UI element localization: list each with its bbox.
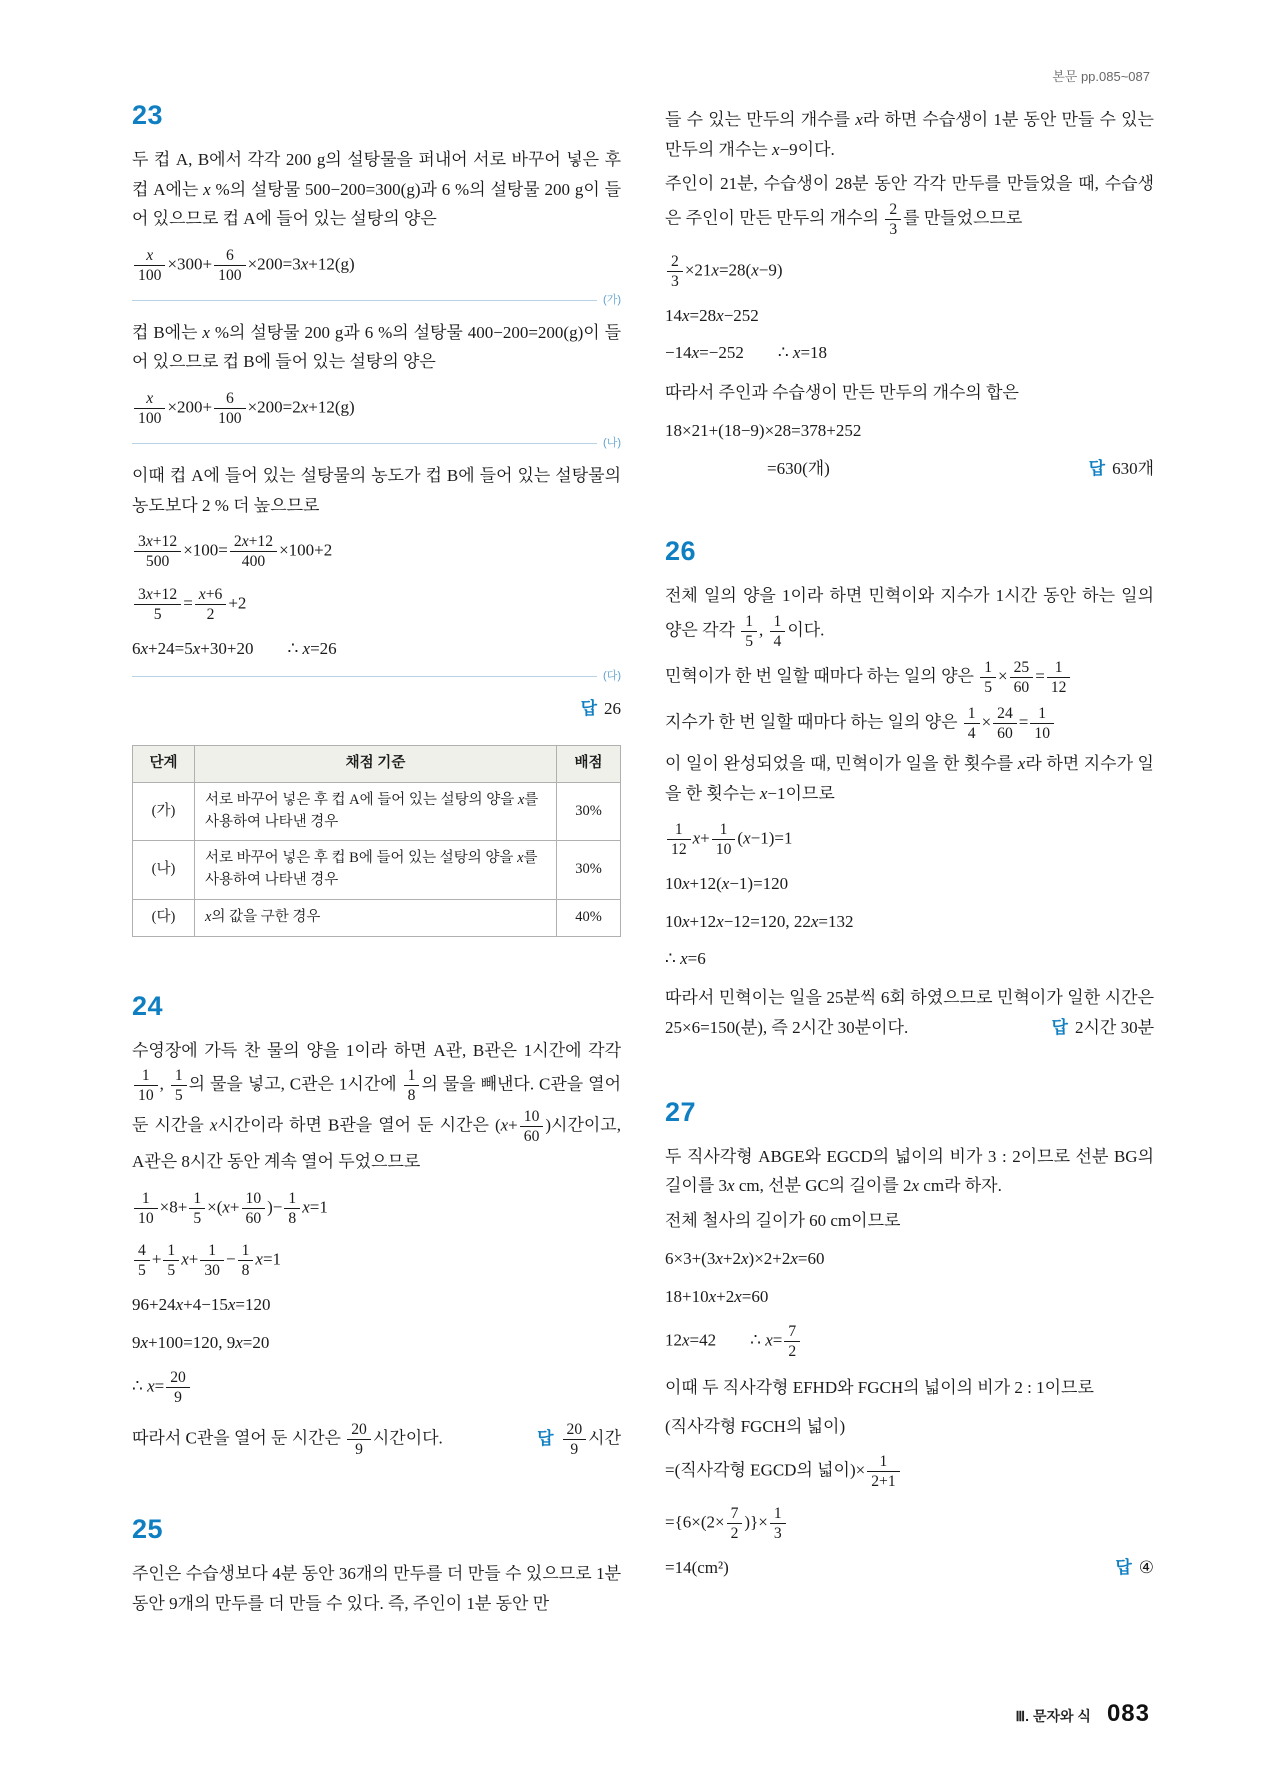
math-expression: −14x=−252 ∴ x=18 xyxy=(665,343,828,363)
fraction: $\frac{3x+12}{500}$ xyxy=(134,532,181,571)
answer-label: 답 xyxy=(537,1428,554,1448)
table-cell: (다) xyxy=(133,899,195,936)
table-cell: 30% xyxy=(557,841,621,900)
table-row xyxy=(133,899,621,936)
fraction: $\frac{1}{8}$ xyxy=(284,1189,300,1228)
solution-paragraph: 두 컵 A, B에서 각각 200 g의 설탕물을 퍼내어 서로 바꾸어 넣은 후 컵 A에는 x %의 설탕물 500−200=300(g)과 6 %의 설탕물 200 g이 들어 있으므로 컵 A에 들어 있는 설탕의 양은 xyxy=(132,150,621,229)
math-expression: ={6×(2× $\frac{7}{2}$ )}× $\frac{1}{3}$ xyxy=(665,1503,1154,1544)
table-cell: (가) xyxy=(133,782,195,841)
math-expression: 10x+12(x−1)=120 xyxy=(665,874,789,894)
problem-number: 23 xyxy=(132,100,164,130)
step-tag-rule xyxy=(132,438,621,449)
fraction: $\frac{1}{8}$ xyxy=(238,1241,254,1280)
math-expression: $\frac{x}{100}$ ×200+ $\frac{6}{100}$ ×200=2x+12(g) xyxy=(132,388,621,429)
solution-paragraph: 주인이 21분, 수습생이 28분 동안 각각 만두를 만들었을 때, 수습생은 주인이 만든 만두의 개수의 $\frac{2}{3}$ 를 만들었으므로 xyxy=(665,174,1154,238)
rule-line xyxy=(132,676,597,677)
table-header-cell: 배점 xyxy=(557,746,621,783)
step-tag-rule xyxy=(132,295,621,306)
step-tag-label: (다) xyxy=(603,670,621,683)
table-header-cell: 단계 xyxy=(133,746,195,783)
page-footer xyxy=(1016,1700,1150,1728)
page-header xyxy=(1052,66,1150,85)
math-expression: 12x=42 ∴ x= $\frac{7}{2}$ xyxy=(665,1321,1154,1362)
fraction: $\frac{1}{5}$ xyxy=(741,612,757,651)
fraction: $\frac{1}{5}$ xyxy=(980,658,996,697)
table-cell: 30% xyxy=(557,782,621,841)
fraction: $\frac{1}{4}$ xyxy=(964,704,980,743)
answer: 답 $\frac{20}{9}$ 시간 xyxy=(537,1421,621,1459)
rule-line xyxy=(132,443,597,444)
table-cell: (나) xyxy=(133,841,195,900)
fraction: $\frac{1}{4}$ xyxy=(770,612,786,651)
answer: 답 630개 xyxy=(1088,458,1154,478)
answer: 답 2시간 30분 xyxy=(1051,1017,1154,1037)
problem-number: 26 xyxy=(665,536,697,566)
math-expression: =(직사각형 EGCD의 넓이)× $\frac{1}{2+1}$ xyxy=(665,1451,1154,1492)
math-expression: ∴ x= $\frac{20}{9}$ xyxy=(132,1367,621,1408)
problem-number: 25 xyxy=(132,1514,164,1545)
answer: 답 ④ xyxy=(1115,1558,1154,1578)
solution-paragraph: 들 수 있는 만두의 개수를 x라 하면 수습생이 1분 동안 만들 수 있는 만두의 개수는 x−9이다. xyxy=(665,110,1154,159)
math-expression: ∴ x=6 xyxy=(665,949,706,969)
math-expression: 6×3+(3x+2x)×2+2x=60 xyxy=(665,1249,825,1269)
problem-number: 27 xyxy=(665,1096,697,1127)
header-reference: 본문 pp.085~087 xyxy=(1052,69,1150,84)
fraction: $\frac{1}{10}$ xyxy=(1030,704,1054,743)
fraction: $\frac{1}{5}$ xyxy=(171,1066,187,1105)
math-expression: =630(개) 답 630개 xyxy=(665,456,1154,482)
fraction: $\frac{6}{100}$ xyxy=(214,389,245,428)
answer-label: 답 xyxy=(1115,1558,1132,1578)
table-cell: x의 값을 구한 경우 xyxy=(195,899,557,936)
solution-paragraph: 두 직사각형 ABGE와 EGCD의 넓이의 비가 3 : 2이므로 선분 BG의 길이를 3x cm, 선분 GC의 길이를 2x cm라 하자. xyxy=(665,1146,1154,1196)
fraction: $\frac{2}{3}$ xyxy=(885,200,901,239)
fraction: $\frac{6}{100}$ xyxy=(214,246,245,285)
solution-paragraph: 따라서 주인과 수습생이 만든 만두의 개수의 합은 xyxy=(665,382,1019,402)
footer-page-number: 083 xyxy=(1106,1700,1150,1727)
fraction: $\frac{1}{3}$ xyxy=(770,1504,786,1543)
table-row xyxy=(133,782,621,841)
step-tag-label: (가) xyxy=(603,293,621,306)
fraction: $\frac{4}{5}$ xyxy=(134,1241,150,1280)
fraction: $\frac{1}{30}$ xyxy=(200,1241,224,1280)
math-expression: 14x=28x−252 xyxy=(665,306,759,326)
fraction: $\frac{1}{12}$ xyxy=(1047,658,1071,697)
math-expression: (직사각형 FGCH의 넓이) xyxy=(665,1416,846,1436)
fraction: $\frac{20}{9}$ xyxy=(166,1368,190,1407)
math-expression: 18×21+(18−9)×28=378+252 xyxy=(665,421,862,441)
math-expression: $\frac{1}{10}$ ×8+ $\frac{1}{5}$ ×(x+ $\frac{10}{60}$ )− $\frac{1}{8}$ x=1 xyxy=(132,1188,621,1229)
answer-line xyxy=(132,694,621,719)
solution-paragraph: 컵 B에는 x %의 설탕물 200 g과 6 %의 설탕물 400−200=200(g)이 들어 있으므로 컵 B에 들어 있는 설탕의 양은 xyxy=(132,322,621,372)
fraction: $\frac{1}{2+1}$ xyxy=(867,1452,899,1491)
math-expression: 10x+12x−12=120, 22x=132 xyxy=(665,911,854,931)
fraction: $\frac{1}{5}$ xyxy=(163,1241,179,1280)
solution-paragraph: 따라서 C관을 열어 둔 시간은 $\frac{20}{9}$ 시간이다. 답 $\frac{20}{9}$ 시간 xyxy=(132,1419,621,1460)
math-expression: $\frac{3x+12}{5}$ = $\frac{x+6}{2}$ +2 xyxy=(132,584,621,625)
math-expression: $\frac{3x+12}{500}$ ×100= $\frac{2x+12}{400}$ ×100+2 xyxy=(132,531,621,572)
fraction: $\frac{20}{9}$ xyxy=(347,1420,371,1459)
fraction: $\frac{3x+12}{5}$ xyxy=(134,585,181,624)
fraction: $\frac{10}{60}$ xyxy=(520,1107,544,1146)
fraction: $\frac{1}{8}$ xyxy=(404,1066,420,1105)
solution-paragraph: 민혁이가 한 번 일할 때마다 하는 일의 양은 $\frac{1}{5}$ × $\frac{25}{60}$ = $\frac{1}{12}$ xyxy=(665,657,1154,698)
left-column xyxy=(132,100,621,1623)
fraction: $\frac{7}{2}$ xyxy=(784,1322,800,1361)
fraction: $\frac{x}{100}$ xyxy=(134,246,165,285)
solution-paragraph: 이때 컵 A에 들어 있는 설탕물의 농도가 컵 B에 들어 있는 설탕물의 농도보다 2 % 더 높으므로 xyxy=(132,466,621,515)
math-expression: $\frac{1}{12}$ x+ $\frac{1}{10}$ (x−1)=1 xyxy=(665,819,1154,860)
answer-label: 답 xyxy=(580,699,597,719)
right-column xyxy=(665,100,1154,1593)
content-columns xyxy=(132,100,1154,1623)
step-tag-rule xyxy=(132,671,621,682)
fraction: $\frac{10}{60}$ xyxy=(242,1189,266,1228)
math-expression: $\frac{4}{5}$ + $\frac{1}{5}$ x+ $\frac{1}{30}$ − $\frac{1}{8}$ x=1 xyxy=(132,1240,621,1281)
math-expression: =14(cm²) 답 ④ xyxy=(665,1555,1154,1581)
solution-paragraph: 전체 일의 양을 1이라 하면 민혁이와 지수가 1시간 동안 하는 일의 양은 각각 $\frac{1}{5}$ , $\frac{1}{4}$ 이다. xyxy=(665,586,1154,650)
fraction: $\frac{25}{60}$ xyxy=(1010,658,1034,697)
rule-line xyxy=(132,300,597,301)
solution-paragraph: 주인은 수습생보다 4분 동안 36개의 만두를 더 만들 수 있으므로 1분 동안 9개의 만두를 더 만들 수 있다. 즉, 주인이 1분 동안 만 xyxy=(132,1564,621,1613)
solution-paragraph: 따라서 민혁이는 일을 25분씩 6회 하였으므로 민혁이가 일한 시간은 25×6=150(분), 즉 2시간 30분이다. 답 2시간 30분 xyxy=(665,983,1154,1042)
table-cell: 서로 바꾸어 넣은 후 컵 A에 들어 있는 설탕의 양을 x를 사용하여 나타낸 경우 xyxy=(195,782,557,841)
fraction: $\frac{1}{5}$ xyxy=(189,1189,205,1228)
solution-paragraph: 수영장에 가득 찬 물의 양을 1이라 하면 A관, B관은 1시간에 각각 $\frac{1}{10}$ , $\frac{1}{5}$ 의 물을 넣고, C관은 1시간에 $\frac{1}{8}$ 의 물을 빼낸다. C관을 열어 둔 시간을 x시간이라 하면 B관을 열어 둔 시간은 (x+ $\frac{10}{60}$ )시간이고, A관은 8시간 동안 계속 열어 두었으므로 xyxy=(132,1040,621,1172)
fraction: $\frac{x}{100}$ xyxy=(134,389,165,428)
fraction: $\frac{1}{10}$ xyxy=(134,1066,158,1105)
table-cell: 40% xyxy=(557,899,621,936)
step-tag-label: (나) xyxy=(603,437,621,450)
fraction: $\frac{2}{3}$ xyxy=(667,252,683,291)
solution-paragraph: 이 일이 완성되었을 때, 민혁이가 일을 한 횟수를 x라 하면 지수가 일을 한 횟수는 x−1이므로 xyxy=(665,754,1154,803)
table-cell: 서로 바꾸어 넣은 후 컵 B에 들어 있는 설탕의 양을 x를 사용하여 나타낸 경우 xyxy=(195,841,557,900)
solution-paragraph: 전체 철사의 길이가 60 cm이므로 xyxy=(665,1210,901,1230)
fraction: $\frac{7}{2}$ xyxy=(727,1504,743,1543)
table-header-cell: 채점 기준 xyxy=(195,746,557,783)
fraction: $\frac{20}{9}$ xyxy=(563,1420,587,1459)
fraction: $\frac{x+6}{2}$ xyxy=(195,585,227,624)
math-expression: 96+24x+4−15x=120 xyxy=(132,1295,271,1315)
fraction: $\frac{24}{60}$ xyxy=(993,704,1017,743)
answer-label: 답 xyxy=(1088,458,1106,478)
solution-paragraph: 지수가 한 번 일할 때마다 하는 일의 양은 $\frac{1}{4}$ × $\frac{24}{60}$ = $\frac{1}{10}$ xyxy=(665,703,1154,744)
table-row xyxy=(133,841,621,900)
answer: 답 26 xyxy=(580,699,621,719)
fraction: $\frac{1}{10}$ xyxy=(712,820,736,859)
footer-section-title: Ⅲ. 문자와 식 xyxy=(1015,1708,1091,1724)
solution-paragraph: 이때 두 직사각형 EFHD와 FGCH의 넓이의 비가 2 : 1이므로 xyxy=(665,1378,1094,1398)
grading-criteria-table xyxy=(132,745,621,937)
fraction: $\frac{1}{12}$ xyxy=(667,820,691,859)
problem-number: 24 xyxy=(132,990,164,1021)
fraction: $\frac{1}{10}$ xyxy=(134,1189,158,1228)
math-expression: $\frac{x}{100}$ ×300+ $\frac{6}{100}$ ×200=3x+12(g) xyxy=(132,245,621,286)
answer-label: 답 xyxy=(1051,1017,1068,1037)
math-expression: 9x+100=120, 9x=20 xyxy=(132,1332,270,1352)
math-expression: 6x+24=5x+30+20 ∴ x=26 xyxy=(132,638,337,658)
math-expression: $\frac{2}{3}$ ×21x=28(x−9) xyxy=(665,251,1154,292)
fraction: $\frac{2x+12}{400}$ xyxy=(230,532,277,571)
math-expression: 18+10x+2x=60 xyxy=(665,1286,769,1306)
